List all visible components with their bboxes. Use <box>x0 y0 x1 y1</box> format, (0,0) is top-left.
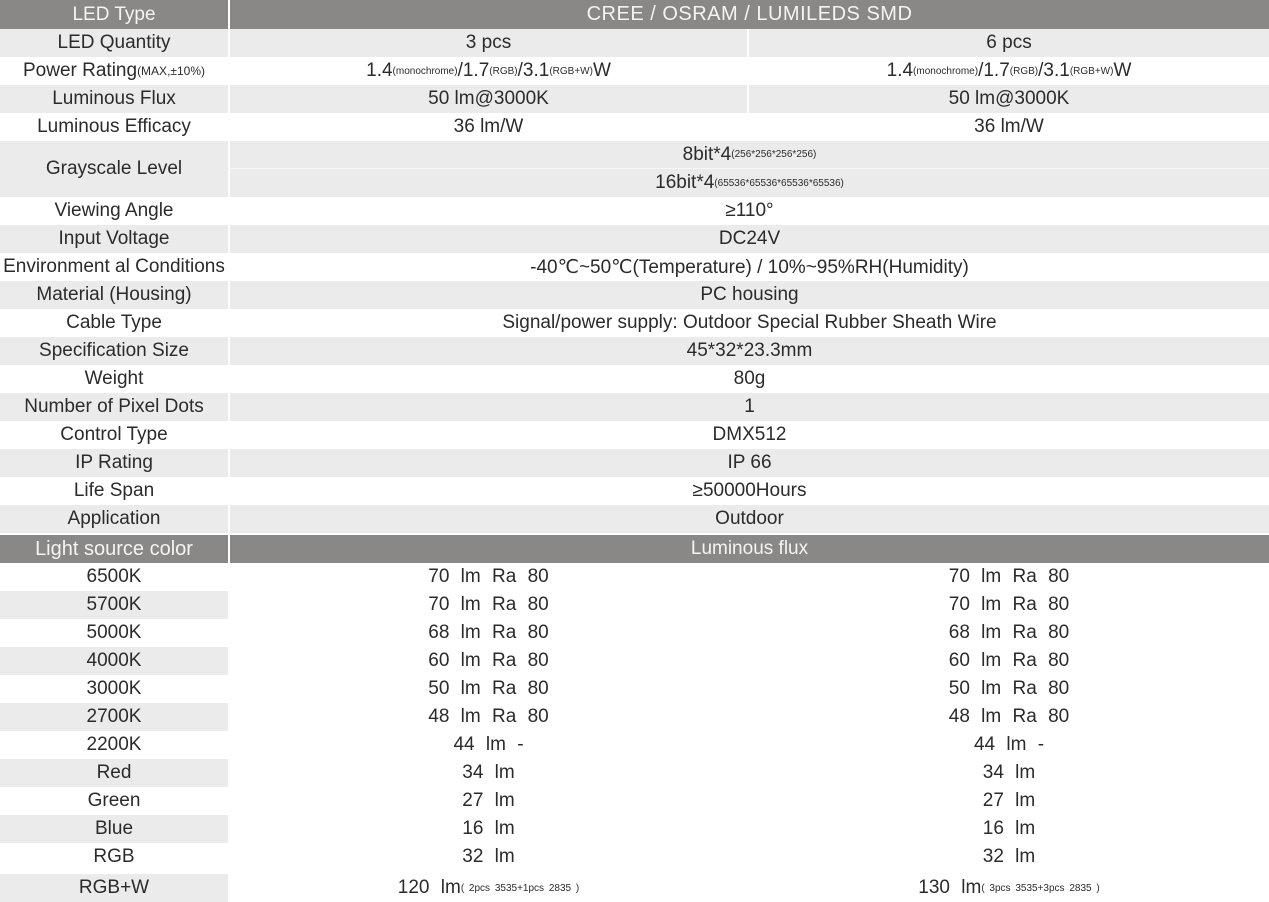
flux-row <box>0 843 1269 871</box>
flux-color: 5700K <box>0 591 228 619</box>
spec-row-value: 1 <box>228 393 1269 421</box>
power-rating-a: 1.4 (monochrome) /1.7 (RGB) /3.1 (RGB+W) W <box>228 57 747 85</box>
flux-header-right: Luminous flux <box>228 535 1269 563</box>
flux-rgbw-a: 120 lm ( 2pcs 3535+1pcs 2835 ) <box>228 874 747 902</box>
spec-row <box>0 449 1269 477</box>
flux-value-b: 32 lm <box>747 843 1269 871</box>
spec-row-value: DMX512 <box>228 421 1269 449</box>
luminous-flux-row <box>0 85 1269 113</box>
flux-row <box>0 563 1269 591</box>
flux-row <box>0 815 1269 843</box>
flux-color: 6500K <box>0 563 228 591</box>
spec-row-label: Number of Pixel Dots <box>0 393 228 421</box>
led-type-label: LED Type <box>72 3 156 25</box>
flux-value-b: 44 lm - <box>747 731 1269 759</box>
led-quantity-label: LED Quantity <box>0 29 228 57</box>
flux-color: Blue <box>0 815 228 843</box>
flux-value-b: 60 lm Ra 80 <box>747 647 1269 675</box>
flux-color: Green <box>0 787 228 815</box>
flux-row <box>0 619 1269 647</box>
power-rating-label: Power Rating (MAX,±10%) <box>0 57 228 85</box>
flux-value-a: 70 lm Ra 80 <box>228 591 747 619</box>
grayscale-row <box>0 141 1269 197</box>
flux-color: 4000K <box>0 647 228 675</box>
spec-row-value: Outdoor <box>228 505 1269 533</box>
spec-row-label: Weight <box>0 365 228 393</box>
spec-row-value: DC24V <box>228 225 1269 253</box>
spec-row <box>0 505 1269 533</box>
spec-row-value: -40℃~50℃(Temperature) / 10%~95%RH(Humidity) <box>228 253 1269 281</box>
flux-color: RGB <box>0 843 228 871</box>
led-type-row <box>0 0 1269 29</box>
spec-row <box>0 253 1269 281</box>
led-quantity-b: 6 pcs <box>747 29 1269 57</box>
flux-color: 2200K <box>0 731 228 759</box>
flux-row <box>0 675 1269 703</box>
flux-header-left: Light source color <box>35 537 193 560</box>
grayscale-8bit: 8bit*4 (256*256*256*256) <box>230 141 1269 169</box>
flux-value-b: 48 lm Ra 80 <box>747 703 1269 731</box>
spec-row <box>0 337 1269 365</box>
flux-value-a: 70 lm Ra 80 <box>228 563 747 591</box>
spec-row-label: Viewing Angle <box>0 197 228 225</box>
led-quantity-row <box>0 29 1269 57</box>
flux-row <box>0 787 1269 815</box>
flux-value-b: 68 lm Ra 80 <box>747 619 1269 647</box>
spec-row <box>0 225 1269 253</box>
flux-value-b: 50 lm Ra 80 <box>747 675 1269 703</box>
spec-row <box>0 197 1269 225</box>
led-type-value: CREE / OSRAM / LUMILEDS SMD <box>228 0 1269 29</box>
flux-value-a: 32 lm <box>228 843 747 871</box>
spec-row <box>0 393 1269 421</box>
spec-row <box>0 281 1269 309</box>
spec-row-value: 45*32*23.3mm <box>228 337 1269 365</box>
spec-row-value: IP 66 <box>228 449 1269 477</box>
flux-value-a: 27 lm <box>228 787 747 815</box>
spec-row-value: 80g <box>228 365 1269 393</box>
spec-row <box>0 365 1269 393</box>
flux-color-rgbw: RGB+W <box>0 874 228 902</box>
flux-row <box>0 591 1269 619</box>
flux-color: 5000K <box>0 619 228 647</box>
power-rating-row <box>0 57 1269 85</box>
flux-color: 3000K <box>0 675 228 703</box>
grayscale-label: Grayscale Level <box>0 141 228 197</box>
spec-row-value: PC housing <box>228 281 1269 309</box>
spec-row-label: Environment al Conditions <box>0 253 228 281</box>
luminous-efficacy-label: Luminous Efficacy <box>0 113 228 141</box>
luminous-efficacy-b: 36 lm/W <box>747 113 1269 141</box>
spec-row-label: Material (Housing) <box>0 281 228 309</box>
flux-row <box>0 731 1269 759</box>
spec-row-value: ≥50000Hours <box>228 477 1269 505</box>
spec-row-label: Input Voltage <box>0 225 228 253</box>
flux-value-a: 50 lm Ra 80 <box>228 675 747 703</box>
flux-row-rgbw <box>0 874 1269 902</box>
luminous-flux-a: 50 lm@3000K <box>228 85 747 113</box>
led-quantity-a: 3 pcs <box>228 29 747 57</box>
flux-value-a: 60 lm Ra 80 <box>228 647 747 675</box>
flux-row <box>0 647 1269 675</box>
spec-row <box>0 477 1269 505</box>
flux-rgbw-b: 130 lm ( 3pcs 3535+3pcs 2835 ) <box>747 874 1269 902</box>
grayscale-16bit: 16bit*4 (65536*65536*65536*65536) <box>655 172 844 193</box>
spec-row-label: IP Rating <box>0 449 228 477</box>
spec-row <box>0 421 1269 449</box>
flux-row <box>0 703 1269 731</box>
grayscale-values <box>228 141 1269 197</box>
flux-value-a: 34 lm <box>228 759 747 787</box>
flux-row <box>0 759 1269 787</box>
flux-value-b: 34 lm <box>747 759 1269 787</box>
flux-value-b: 70 lm Ra 80 <box>747 563 1269 591</box>
flux-value-a: 68 lm Ra 80 <box>228 619 747 647</box>
spec-row-label: Specification Size <box>0 337 228 365</box>
spec-row-value: ≥110° <box>228 197 1269 225</box>
flux-value-b: 16 lm <box>747 815 1269 843</box>
flux-value-a: 44 lm - <box>228 731 747 759</box>
spec-row-label: Application <box>0 505 228 533</box>
luminous-flux-b: 50 lm@3000K <box>747 85 1269 113</box>
flux-header-row <box>0 535 1269 563</box>
power-rating-b: 1.4 (monochrome) /1.7 (RGB) /3.1 (RGB+W) W <box>747 57 1269 85</box>
flux-color: Red <box>0 759 228 787</box>
spec-row-label: Life Span <box>0 477 228 505</box>
luminous-flux-label: Luminous Flux <box>0 85 228 113</box>
flux-value-b: 27 lm <box>747 787 1269 815</box>
luminous-efficacy-a: 36 lm/W <box>228 113 747 141</box>
flux-value-b: 70 lm Ra 80 <box>747 591 1269 619</box>
spec-row <box>0 309 1269 337</box>
spec-row-label: Control Type <box>0 421 228 449</box>
spec-row-value: Signal/power supply: Outdoor Special Rubber Sheath Wire <box>228 309 1269 337</box>
flux-value-a: 48 lm Ra 80 <box>228 703 747 731</box>
luminous-efficacy-row <box>0 113 1269 141</box>
spec-row-label: Cable Type <box>0 309 228 337</box>
flux-value-a: 16 lm <box>228 815 747 843</box>
flux-color: 2700K <box>0 703 228 731</box>
